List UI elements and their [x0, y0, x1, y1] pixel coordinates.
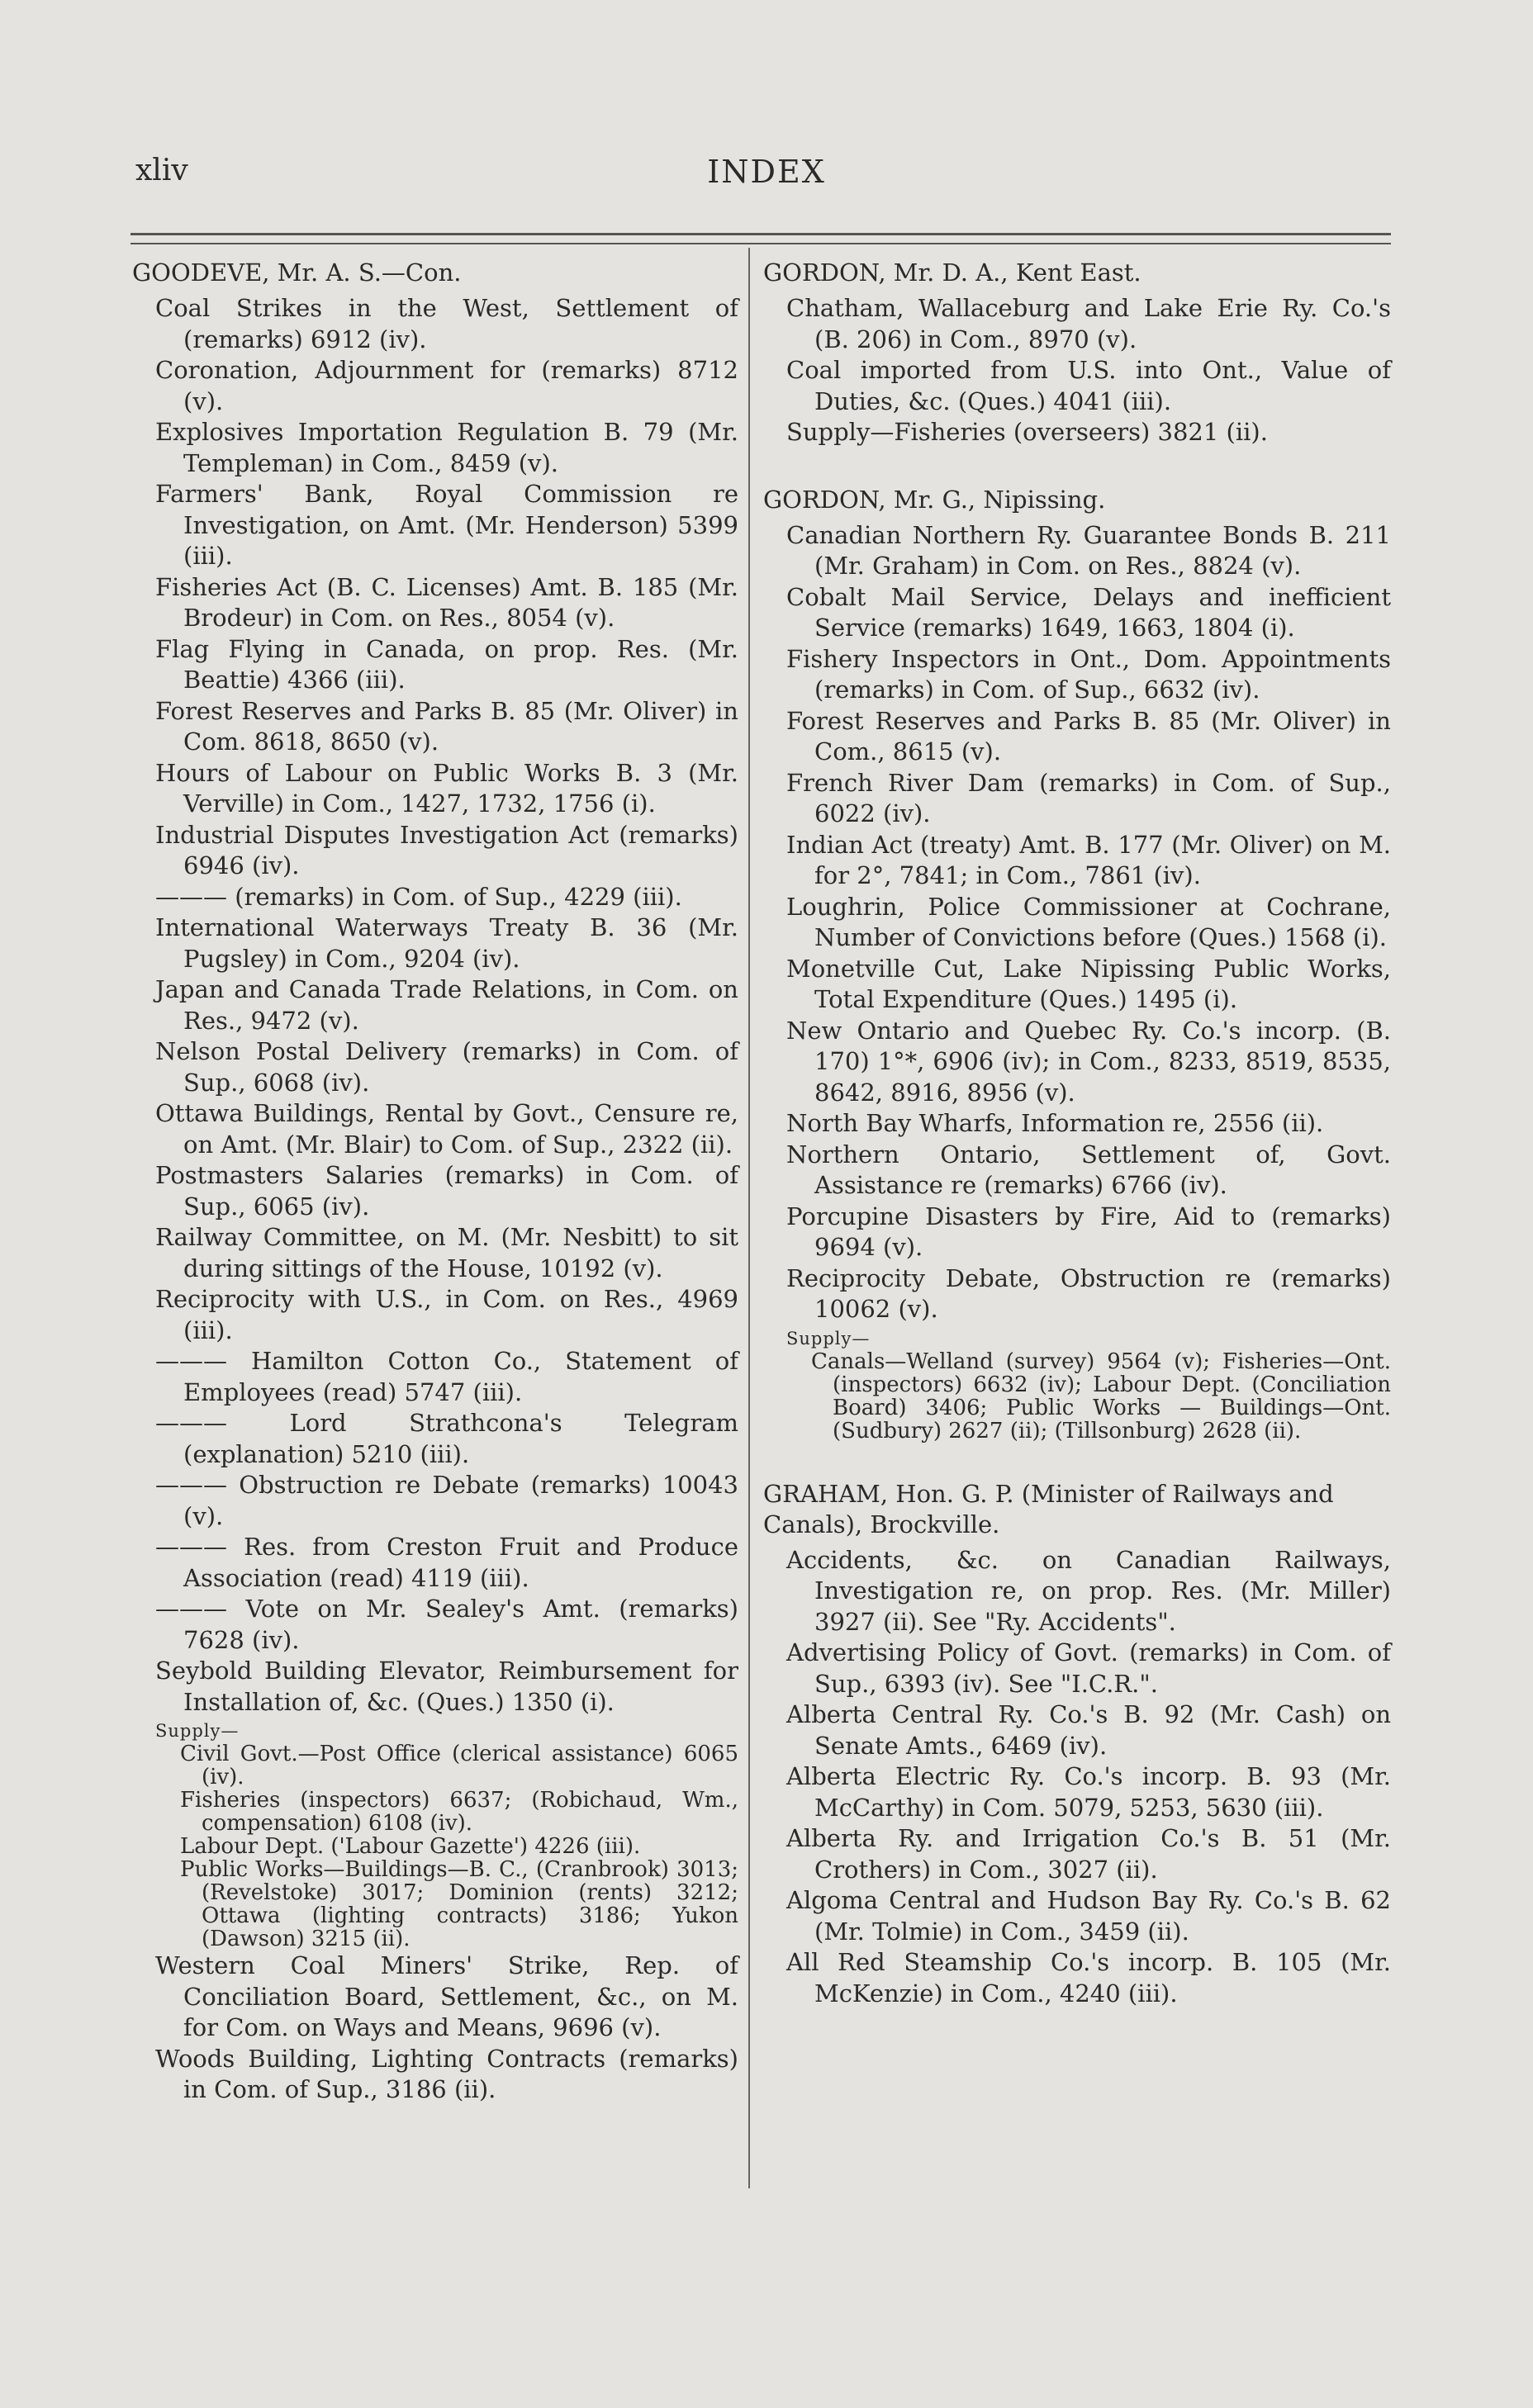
index-entry: Supply—Fisheries (overseers) 3821 (ii). — [786, 418, 1268, 446]
index-entry: Flag Flying in Canada, on prop. Res. (Mr. Beattie) 4366 (iii). — [155, 634, 738, 694]
index-entry: Coal Strikes in the West, Settlement of (remarks) 6912 (iv). — [155, 294, 738, 353]
index-entry: Western Coal Miners' Strike, Rep. of Conciliation Board, Settlement, &c., on M. for Com. on Ways and Means, 9696 (v). — [155, 1951, 738, 2041]
index-entry: Farmers' Bank, Royal Commission re Investigation, on Amt. (Mr. Henderson) 5399 (iii). — [155, 480, 738, 570]
index-entry: Japan and Canada Trade Relations, in Com. on Res., 9472 (v). — [155, 975, 738, 1035]
index-entry: Porcupine Disasters by Fire, Aid to (remarks) 9694 (v). — [786, 1202, 1391, 1261]
index-entry: ——— (remarks) in Com. of Sup., 4229 (iii). — [155, 882, 682, 911]
index-entry: Northern Ontario, Settlement of, Govt. Assistance re (remarks) 6766 (iv). — [786, 1140, 1391, 1199]
index-entry: Reciprocity with U.S., in Com. on Res., 4969 (iii). — [155, 1285, 738, 1344]
index-entry: ——— Hamilton Cotton Co., Statement of Employees (read) 5747 (iii). — [155, 1347, 738, 1406]
index-entry: Explosives Importation Regulation B. 79 (Mr. Templeman) in Com., 8459 (v). — [155, 418, 738, 477]
header-rule-top — [131, 233, 1391, 235]
index-entry: Fisheries Act (B. C. Licenses) Amt. B. 185 (Mr. Brodeur) in Com. on Res., 8054 (v). — [155, 572, 738, 632]
index-entry: New Ontario and Quebec Ry. Co.'s incorp. (B. 170) 1°*, 6906 (iv); in Com., 8233, 8519, 8535, 8642, 8916, 8956 (v). — [786, 1016, 1391, 1107]
index-entry: Woods Building, Lighting Contracts (remarks) in Com. of Sup., 3186 (ii). — [155, 2044, 738, 2103]
index-entry: Nelson Postal Delivery (remarks) in Com. of Sup., 6068 (iv). — [155, 1037, 738, 1097]
index-entry: Reciprocity Debate, Obstruction re (remarks) 10062 (v). — [786, 1263, 1391, 1323]
index-entry: Industrial Disputes Investigation Act (remarks) 6946 (iv). — [155, 820, 738, 879]
right-column — [763, 258, 1391, 2009]
index-entry: Alberta Electric Ry. Co.'s incorp. B. 93 (Mr. McCarthy) in Com. 5079, 5253, 5630 (iii). — [786, 1762, 1391, 1822]
index-entry: Ottawa Buildings, Rental by Govt., Censure re, on Amt. (Mr. Blair) to Com. of Sup., 2322 (ii). — [155, 1099, 738, 1159]
supply-item: Public Works—Buildings—B. C., (Cranbrook) 3013; (Revelstoke) 3017; Dominion (rents) 3212; Ottawa (lighting contracts) 3186; Yukon (Dawson) 3215 (ii). — [180, 1857, 738, 1951]
index-entry: Accidents, &c. on Canadian Railways, Investigation re, on prop. Res. (Mr. Miller) 3927 (ii). See "Ry. Accidents". — [786, 1545, 1391, 1636]
index-entry: Canadian Northern Ry. Guarantee Bonds B. 211 (Mr. Graham) in Com. on Res., 8824 (v). — [786, 520, 1391, 580]
index-entry: Algoma Central and Hudson Bay Ry. Co.'s B. 62 (Mr. Tolmie) in Com., 3459 (ii). — [786, 1886, 1391, 1946]
index-entry: International Waterways Treaty B. 36 (Mr. Pugsley) in Com., 9204 (iv). — [155, 913, 738, 973]
index-entry: Coal imported from U.S. into Ont., Value of Duties, &c. (Ques.) 4041 (iii). — [786, 356, 1391, 415]
supply-item: Labour Dept. ('Labour Gazette') 4226 (iii). — [180, 1834, 641, 1859]
supply-title: Supply— — [155, 1721, 240, 1741]
index-entry: French River Dam (remarks) in Com. of Sup., 6022 (iv). — [786, 768, 1391, 827]
index-entry: ——— Vote on Mr. Sealey's Amt. (remarks) 7628 (iv). — [155, 1595, 738, 1654]
index-entry: Coronation, Adjournment for (remarks) 8712 (v). — [155, 356, 738, 415]
index-entry: Alberta Central Ry. Co.'s B. 92 (Mr. Cash) on Senate Amts., 6469 (iv). — [786, 1700, 1391, 1760]
header-rule-bottom — [131, 243, 1391, 244]
index-entry: Hours of Labour on Public Works B. 3 (Mr. Verville) in Com., 1427, 1732, 1756 (i). — [155, 758, 738, 818]
index-heading: GOODEVE, Mr. A. S.—Con. — [132, 258, 462, 287]
index-entry: ——— Lord Strathcona's Telegram (explanation) 5210 (iii). — [155, 1409, 738, 1468]
supply-title: Supply— — [786, 1328, 871, 1349]
index-heading: GRAHAM, Hon. G. P. (Minister of Railways and Canals), Brockville. — [763, 1479, 1334, 1538]
index-entry: Seybold Building Elevator, Reimbursement for Installation of, &c. (Ques.) 1350 (i). — [155, 1657, 738, 1716]
section-gap — [763, 448, 1391, 485]
index-entry: Forest Reserves and Parks B. 85 (Mr. Oliver) in Com. 8618, 8650 (v). — [155, 696, 738, 756]
left-column — [132, 258, 738, 2106]
index-entry: Loughrin, Police Commissioner at Cochrane, Number of Convictions before (Ques.) 1568 (i). — [786, 892, 1391, 951]
page-number: xliv — [135, 154, 188, 187]
index-heading: GORDON, Mr. D. A., Kent East. — [763, 258, 1141, 287]
index-entry: Fishery Inspectors in Ont., Dom. Appointments (remarks) in Com. of Sup., 6632 (iv). — [786, 644, 1391, 704]
index-entry: Railway Committee, on M. (Mr. Nesbitt) to sit during sittings of the House, 10192 (v). — [155, 1223, 738, 1282]
index-entry: Alberta Ry. and Irrigation Co.'s B. 51 (Mr. Crothers) in Com., 3027 (ii). — [786, 1824, 1391, 1884]
column-divider — [748, 248, 750, 2188]
supply-item: Canals—Welland (survey) 9564 (v); Fisheries—Ont. (inspectors) 6632 (iv); Labour Dept. (Conciliation Board) 3406; Public Works — Buildings—Ont. (Sudbury) 2627 (ii); (Tillsonburg) 2628 (ii). — [811, 1349, 1391, 1443]
supply-item: Fisheries (inspectors) 6637; (Robichaud, Wm., compensation) 6108 (iv). — [180, 1788, 738, 1836]
index-entry: Advertising Policy of Govt. (remarks) in Com. of Sup., 6393 (iv). See "I.C.R.". — [786, 1638, 1391, 1698]
index-entry: Monetville Cut, Lake Nipissing Public Works, Total Expenditure (Ques.) 1495 (i). — [786, 954, 1391, 1013]
index-entry: ——— Res. from Creston Fruit and Produce Association (read) 4119 (iii). — [155, 1533, 738, 1592]
index-entry: Postmasters Salaries (remarks) in Com. of Sup., 6065 (iv). — [155, 1161, 738, 1221]
index-entry: North Bay Wharfs, Information re, 2556 (ii). — [786, 1109, 1324, 1137]
index-entry: Cobalt Mail Service, Delays and inefficient Service (remarks) 1649, 1663, 1804 (i). — [786, 582, 1391, 642]
index-heading: GORDON, Mr. G., Nipissing. — [763, 485, 1106, 514]
supply-item: Civil Govt.—Post Office (clerical assistance) 6065 (iv). — [180, 1742, 738, 1789]
page-title: INDEX — [707, 154, 826, 190]
section-gap — [763, 1443, 1391, 1479]
index-entry: Chatham, Wallaceburg and Lake Erie Ry. Co.'s (B. 206) in Com., 8970 (v). — [786, 294, 1391, 353]
index-entry: Forest Reserves and Parks B. 85 (Mr. Oliver) in Com., 8615 (v). — [786, 706, 1391, 766]
index-entry: ——— Obstruction re Debate (remarks) 10043 (v). — [155, 1471, 738, 1530]
index-entry: All Red Steamship Co.'s incorp. B. 105 (Mr. McKenzie) in Com., 4240 (iii). — [786, 1948, 1391, 2007]
index-entry: Indian Act (treaty) Amt. B. 177 (Mr. Oliver) on M. for 2°, 7841; in Com., 7861 (iv). — [786, 830, 1391, 889]
